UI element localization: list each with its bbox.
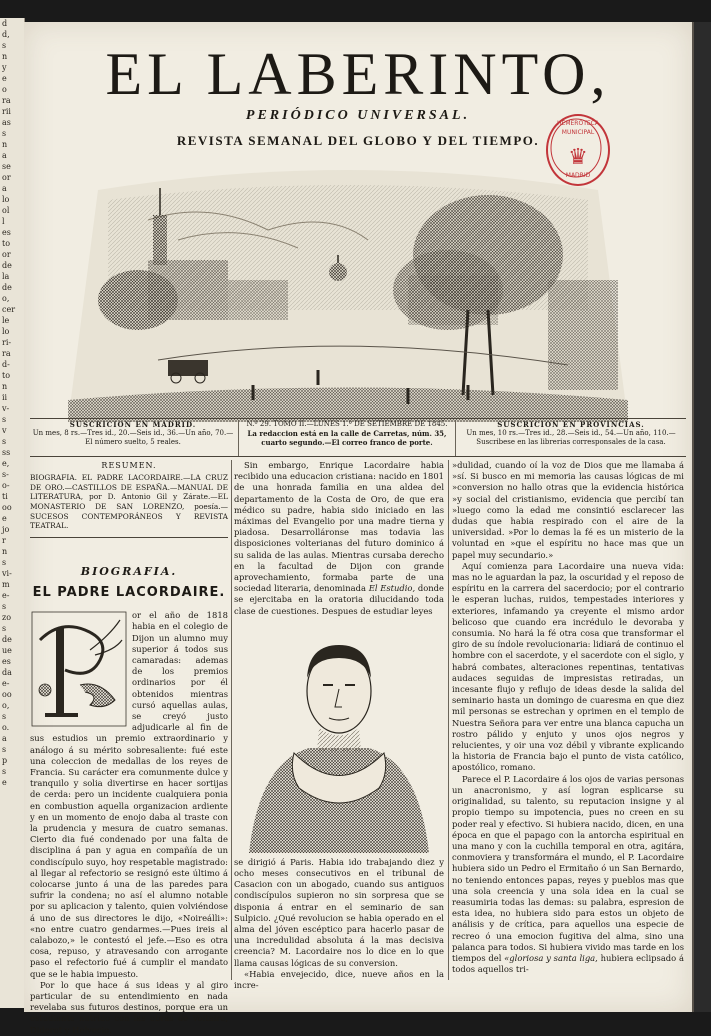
column-divider-2 <box>448 460 449 980</box>
adjacent-page-fragment: p <box>2 756 8 765</box>
adjacent-page-fragment: y <box>2 63 7 72</box>
adjacent-page-fragment: or <box>2 250 11 259</box>
adjacent-page-fragment: ra <box>2 96 11 105</box>
adjacent-page-fragment: vi- <box>2 569 12 578</box>
adjacent-page-fragment: e <box>2 74 7 83</box>
adjacent-page-fragment: o <box>2 85 7 94</box>
subscription-madrid-heading: SUSCRICION EN MADRID. <box>69 420 197 429</box>
resumen-title: RESUMEN. <box>101 461 157 470</box>
subscription-provinces <box>456 420 686 456</box>
issue-info <box>238 420 456 456</box>
adjacent-page-fragment: es <box>2 228 11 237</box>
masthead-subtitle: PERIÓDICO UNIVERSAL. <box>245 108 471 123</box>
adjacent-page-fragment: s <box>2 41 7 50</box>
adjacent-page-fragment: le <box>2 316 10 325</box>
subscription-madrid <box>30 420 236 456</box>
adjacent-page-fragment: l <box>2 217 5 226</box>
masthead-title: EL LABERINTO, <box>105 41 611 107</box>
adjacent-page-fragment: s <box>2 129 7 138</box>
col2-paragraph-3: «Habia envejecido, dice, nueve años en la incre- <box>234 968 444 991</box>
adjacent-page-fragment: da <box>2 668 12 677</box>
adjacent-page-fragment: d, <box>2 30 10 39</box>
adjacent-page-fragment: de <box>2 635 12 644</box>
adjacent-page-fragment: o. <box>2 723 10 732</box>
adjacent-page-fragment: n <box>2 140 8 149</box>
subscription-provinces-heading: SUSCRICION EN PROVINCIAS. <box>497 420 645 429</box>
adjacent-page-fragment: s <box>2 415 7 424</box>
crown-icon: ♛ <box>568 145 588 170</box>
adjacent-page-fragment: o- <box>2 481 10 490</box>
masthead-tagline: REVISTA SEMANAL DEL GLOBO Y DEL TIEMPO. <box>176 133 540 148</box>
col3-paragraph-3-text: Parece el P. Lacordaire á los ojos de varias personas un anacronismo, y así logran esplicarse su originalidad, su talento, su reputacion insigne y al propio tiempo su impotencia, pues no creen en su poder real y efectivo. Si hubiera nacido, dicen, en una época en que el papago con la antorcha espiritual en una mano y con la cuchilla temporal en otra, agitára, conmoviera y transformára el mundo, el P. Lacordaire hubiera sido un Pedro el Ermitaño ó un San Bernardo, no teniendo entonces papas, reyes y pueblos mas que una sola creencia y una sola idea en la cual se reasumiria todas las demas: su palabra, espresion de esta idea, no hubiera sido para estos un objeto de análisis y de crítica, para aquellos una especie de recreo ó una emocion fugitiva del alma, sino una palanca para todos. Si hubiera vivido mas tarde en los tiempos del <box>452 773 684 963</box>
col1-paragraph-1: or el año de 1818 habia en el colegio de Dijon un alumno muy superior á todos sus camaradas: ademas de los premios ordinarios por él obtenidos mientras cursó aquellas aulas, se creyó justo adjudicarle al fin de sus estudios un premio extraordinario y análogo á su mérito sobresaliente: fué este una coleccion de medallas de los reyes de Francia. Su carácter era comunmente dulce y tranquilo y solia divertirse en hacer sortijas de cerda: pero un incidente cualquiera ponia en combustion aquella organizacion ardiente y en un momento de enojo daba al traste con la prudencia y mesura de cuatro semanas. Cierto dia fué condenado por una falta de disciplina á pan y agua en compañía de un condiscípulo suyo, hoy respetable magistrado: al llegar al refectorio se resignó este último á colocarse junto á una de las paredes para sufrir la condena; no así el alumno notable por su aplicacion y talento, quien volviéndose á uno de sus directores le dijo, «Noireálli»: «no entre cuatro gendarmes.—Pues ireis al calabozo,» le contestó el jefe.—Eso es otra cosa, repuso, y atravesando con arrogante paso el refectorio fué á cumplir el mandato que se le habia impuesto. <box>30 610 228 979</box>
adjacent-page-fragment: e <box>2 778 7 787</box>
adjacent-page-fragment: d <box>2 19 8 28</box>
subscription-madrid-rates: Un mes, 8 rs.—Tres id., 20.—Seis id., 36.—Un año, 70.—El número suelto, 5 reales. <box>32 429 234 446</box>
adjacent-page-fragment: la <box>2 272 10 281</box>
adjacent-page-fragment: e- <box>2 591 10 600</box>
adjacent-page-strip <box>0 18 25 1008</box>
col2-paragraph-1-text: Sin embargo, Enrique Lacordaire habia recibido una educacion cristiana: nacido en 1801 de una honrada familia en una aldea del departamento de la Costa de Oro, de que era médico su padre, habia sido iniciado en las máximas del Evangelio por una madre tierna y piadosa. Desarrolláronse mas todavia las disposiciones volterianas del futuro dominico á su salida de las aulas. Mientras cursaba derecho en la facultad de Dijon con grande aprovechamiento, formaba parte de una sociedad literaria, denominada <box>234 460 444 594</box>
col3-liga-phrase: «gloriosa y santa liga, <box>504 952 598 963</box>
adjacent-page-fragment: rii <box>2 107 11 116</box>
col3-paragraph-2: Aquí comienza para Lacordaire una nueva vida: mas no le aguardan la paz, la oscuridad y el reposo de espíritu en la carrera del sacerdocio; por el contrario le esperan luchas, ruidos, tempestades interiores y exteriores, infamando ya creyente el mismo ardor belicoso que cuando era incrédulo le devoraba y consumia. No hará la fé otra cosa que transformar el giro de su índole revolucionaria: lidiará de continuo el hombre con el sacerdote, y el sacerdote con el siglo, y habrá combates, alteraciones repentinas, tentativas audaces seguidas de impresistas retiradas, un incesante flujo y reflujo de ideas desde la salida del seminario hasta un domingo de cuaresma en que diez mil personas se estrechan y oprimen en el templo de Nuestra Señora para ver entre una blanca capucha un rostro pálido y enjuto y unos ojos negros y relucientes, y oir una voz débil y vibrante explicando la historia de Francia bajo el punto de vista católico, apostólico, romano. <box>452 560 684 773</box>
lacordaire-portrait <box>239 623 439 853</box>
adjacent-page-fragment: m <box>2 580 10 589</box>
adjacent-page-fragment: e <box>2 514 7 523</box>
adjacent-page-fragment: s- <box>2 470 9 479</box>
column-3 <box>452 460 684 975</box>
adjacent-page-fragment: to <box>2 371 11 380</box>
column-1 <box>30 460 228 1035</box>
adjacent-page-fragment: s <box>2 767 7 776</box>
adjacent-page-fragment: s <box>2 745 7 754</box>
adjacent-page-fragment: a <box>2 734 7 743</box>
adjacent-page-fragment: oo <box>2 690 12 699</box>
col2-society-name: El Estudio, <box>368 583 416 594</box>
adjacent-page-fragment: lo <box>2 195 10 204</box>
adjacent-page-fragment: s <box>2 624 7 633</box>
masthead-rule <box>30 418 686 419</box>
adjacent-page-fragment: cer <box>2 305 16 314</box>
adjacent-page-fragment: oo <box>2 503 12 512</box>
adjacent-page-fragment: o, <box>2 294 10 303</box>
adjacent-page-fragment: a <box>2 184 7 193</box>
adjacent-page-fragment: ti <box>2 492 8 501</box>
infobar-rule <box>30 456 686 457</box>
adjacent-page-fragment: s <box>2 558 7 567</box>
adjacent-page-fragment: ol <box>2 206 10 215</box>
column-2 <box>234 460 444 991</box>
newspaper-page <box>24 22 692 1035</box>
article-title: EL PADRE LACORDAIRE. <box>32 584 226 600</box>
col2-paragraph-1 <box>234 460 444 617</box>
editorial-address: La redaccion está en la calle de Carretas, núm. 35, cuarto segundo.—El correo franco de porte. <box>247 429 447 447</box>
adjacent-page-fragment: s <box>2 437 7 446</box>
adjacent-page-fragment: de <box>2 261 12 270</box>
book-spine-edge <box>692 22 711 1012</box>
adjacent-page-fragment: n <box>2 52 8 61</box>
adjacent-page-fragment: or <box>2 173 11 182</box>
adjacent-page-fragment: d- <box>2 360 10 369</box>
adjacent-page-fragment: v- <box>2 404 10 413</box>
adjacent-page-fragment: v <box>2 426 7 435</box>
section-label: BIOGRAFIA. <box>80 564 178 578</box>
adjacent-page-fragment: ra <box>2 349 11 358</box>
adjacent-page-fragment: es <box>2 657 11 666</box>
adjacent-page-fragment: zo <box>2 613 12 622</box>
adjacent-page-fragment: r <box>2 536 6 545</box>
adjacent-page-fragment: ss <box>2 448 11 457</box>
adjacent-page-fragment: s <box>2 602 7 611</box>
col3-paragraph-3 <box>452 774 684 976</box>
col2-paragraph-2: se dirigió á Paris. Habia ido trabajando diez y ocho meses consecutivos en el tribunal de Casacion con un abogado, cuando sus antiguos condiscípulos supieron no sin sorpresa que se disponia á entrar en el seminario de san Sulpicio. ¿Qué revolucion se habia operado en el alma del jóven escéptico para hacerlo pasar de una incredulidad absoluta á la mas decisiva creencia? M. Lacordaire nos lo dice en lo que llama causas lógicas de su conversion. <box>234 856 444 968</box>
adjacent-page-fragment: a <box>2 151 7 160</box>
col1-paragraph-2: Por lo que hace á sus ideas y al giro particular de su entendimiento en nada revelaba sus futuros destinos, porque era un estudiante nutrido con las obras de Voltaire, Diderot y Helvecio. <box>30 979 228 1035</box>
adjacent-page-fragment: e- <box>2 679 10 688</box>
issue-number-date: N.º 29. TOMO II.—LUNES 1.º DE SETIEMBRE DE 1845. <box>246 420 448 428</box>
adjacent-page-fragment: se <box>2 162 11 171</box>
col3-paragraph-1: »dulidad, cuando oí la voz de Dios que me llamaba á »sí. Si busco en mi memoria las causas lógicas de mi »conversion no hallo otras que la evidencia histórica »y social del cristianismo, evidencia que percibí tan »luego como la edad me consintió esclarecer las dudas que habia respirado con el aire de la universidad. »Por lo demas la fé es un misterio de la voluntad en »que el espíritu no hace mas que un papel muy secundario.» <box>452 460 684 560</box>
adjacent-page-fragment: de <box>2 283 12 292</box>
adjacent-page-fragment: jo <box>2 525 10 534</box>
adjacent-page-fragment: o, <box>2 701 10 710</box>
adjacent-page-fragment: lo <box>2 327 10 336</box>
col2-paragraph-1-end: donde se ejercitaba en la oratoria dilucidando toda clase de cuestiones. Despues de estudiar leyes <box>234 583 444 616</box>
adjacent-page-fragment: ri- <box>2 338 12 347</box>
stamp-bottom-text: MADRID <box>565 172 591 179</box>
column-divider-1 <box>231 460 232 980</box>
adjacent-page-fragment: ue <box>2 646 12 655</box>
adjacent-page-fragment: as <box>2 118 11 127</box>
col3-paragraph-3-end: hubiera eclipsado á todos aquellos tri- <box>452 952 684 975</box>
resumen-rule <box>30 537 228 538</box>
adjacent-page-fragment: e, <box>2 459 10 468</box>
street-scene-engraving <box>68 160 628 422</box>
stamp-top-text: HEMEROTECA MUNICIPAL <box>557 120 599 136</box>
adjacent-page-fragment: ii <box>2 393 8 402</box>
adjacent-page-fragment: to <box>2 239 11 248</box>
adjacent-page-fragment: n <box>2 382 8 391</box>
ornamental-initial-p-icon <box>30 610 128 728</box>
subscription-provinces-rates: Un mes, 10 rs.—Tres id., 28.—Seis id., 54.—Un año, 110.— Suscribese en las librerias corresponsales de la casa. <box>466 429 676 446</box>
adjacent-page-fragment: s <box>2 712 7 721</box>
resumen-body: BIOGRAFIA. EL PADRE LACORDAIRE.—LA CRUZ DE ORO.—CASTILLOS DE ESPAÑA.—MANUAL DE LITERATURA, por D. Antonio Gil y Zárate.—EL MONASTERIO DE SAN LORENZO, poesía.—SUCESOS CONTEMPORÁNEOS Y REVISTA TEATRAL. <box>30 473 228 531</box>
adjacent-page-fragment: n <box>2 547 8 556</box>
